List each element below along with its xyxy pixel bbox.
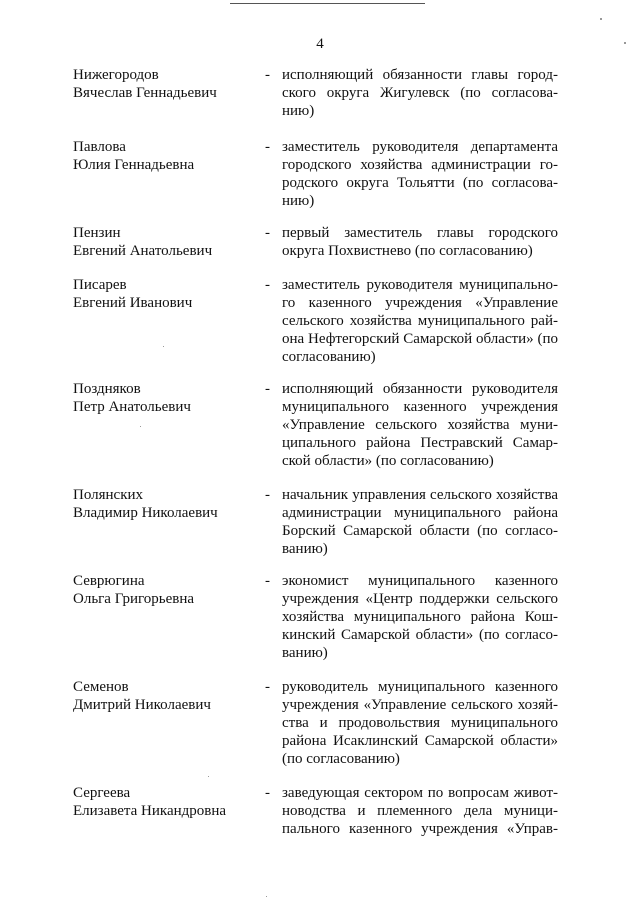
member-role [282, 678, 558, 768]
role-line: ванию) [282, 645, 328, 662]
role-line: заведующая сектором по вопросам живот- [282, 785, 558, 801]
member-name [73, 224, 253, 260]
role-line: «Управление сельского хозяйства муни- [282, 417, 558, 434]
role-line: родского округа Тольятти (по согласова- [282, 175, 558, 192]
page-number: 4 [316, 36, 324, 52]
list-dash: - [265, 277, 270, 293]
scan-speck [266, 896, 267, 897]
role-line: учреждения «Управление сельского хозяй- [282, 697, 558, 714]
role-line: ской области» (по согласованию) [282, 453, 494, 470]
role-line: ства и продовольствия муниципального [282, 715, 558, 732]
role-line: хозяйства муниципального района Кош- [282, 609, 558, 626]
member-role [282, 784, 558, 838]
member-role [282, 224, 558, 260]
member-name [73, 678, 253, 714]
member-given-names: Евгений Анатольевич [73, 243, 213, 259]
role-line: администрации муниципального района [282, 505, 558, 522]
member-surname: Севрюгина [73, 573, 145, 589]
role-line: согласованию) [282, 349, 376, 366]
role-line: района Исаклинский Самарской области» [282, 733, 558, 750]
member-role [282, 380, 558, 470]
member-name [73, 276, 253, 312]
member-role [282, 138, 558, 210]
member-given-names: Петр Анатольевич [73, 399, 191, 415]
member-surname: Поздняков [73, 381, 141, 397]
list-dash: - [265, 487, 270, 503]
member-surname: Полянских [73, 487, 144, 503]
scan-speck [208, 776, 209, 777]
member-given-names: Ольга Григорьевна [73, 591, 195, 607]
member-role [282, 486, 558, 558]
member-given-names: Юлия Геннадьевна [73, 157, 195, 173]
role-line: го казенного учреждения «Управление [282, 295, 558, 312]
member-name [73, 380, 253, 416]
role-line: новодства и племенного дела муници- [282, 803, 558, 820]
member-role [282, 572, 558, 662]
list-dash: - [265, 381, 270, 397]
role-line: пального казенного учреждения «Управ- [282, 821, 558, 838]
member-name [73, 572, 253, 608]
role-line: Борский Самарской области (по согласо- [282, 523, 558, 540]
member-surname: Сергеева [73, 785, 131, 801]
list-dash: - [265, 679, 270, 695]
list-dash: - [265, 139, 270, 155]
role-line: ванию) [282, 541, 328, 558]
role-line: ципального района Пестравский Самар- [282, 435, 558, 452]
role-line: кинский Самарской области» (по согласо- [282, 627, 558, 644]
list-dash: - [265, 225, 270, 241]
member-role [282, 276, 558, 366]
role-line: экономист муниципального казенного [282, 573, 558, 589]
member-given-names: Владимир Николаевич [73, 505, 218, 521]
member-surname: Нижегородов [73, 67, 159, 83]
role-line: округа Похвистнево (по согласованию) [282, 243, 533, 260]
role-line: (по согласованию) [282, 751, 400, 768]
list-dash: - [265, 67, 270, 83]
role-line: она Нефтегорский Самарской области» (по [282, 331, 558, 348]
member-name [73, 486, 253, 522]
top-scan-line [230, 3, 425, 4]
member-name [73, 66, 253, 102]
scan-speck [163, 346, 164, 347]
role-line: ского округа Жигулевск (по согласова- [282, 85, 558, 102]
role-line: заместитель руководителя департамента [282, 139, 558, 155]
role-line: руководитель муниципального казенного [282, 679, 558, 695]
member-given-names: Вячеслав Геннадьевич [73, 85, 217, 101]
member-surname: Павлова [73, 139, 126, 155]
scan-speck [140, 426, 141, 427]
member-surname: Семенов [73, 679, 129, 695]
member-given-names: Елизавета Никандровна [73, 803, 227, 819]
role-line: нию) [282, 193, 315, 210]
scan-speck [624, 42, 626, 44]
role-line: городского хозяйства администрации го- [282, 157, 558, 174]
scan-speck [600, 18, 602, 20]
member-name [73, 784, 253, 820]
member-given-names: Евгений Иванович [73, 295, 193, 311]
member-name [73, 138, 253, 174]
role-line: муниципального казенного учреждения [282, 399, 558, 416]
role-line: учреждения «Центр поддержки сельского [282, 591, 558, 608]
role-line: исполняющий обязанности главы город- [282, 67, 558, 83]
member-surname: Пензин [73, 225, 121, 241]
member-role [282, 66, 558, 120]
role-line: сельского хозяйства муниципального рай- [282, 313, 558, 330]
list-dash: - [265, 785, 270, 801]
role-line: исполняющий обязанности руководителя [282, 381, 558, 397]
member-given-names: Дмитрий Николаевич [73, 697, 211, 713]
member-surname: Писарев [73, 277, 127, 293]
list-dash: - [265, 573, 270, 589]
role-line: нию) [282, 103, 315, 120]
role-line: первый заместитель главы городского [282, 225, 558, 241]
role-line: начальник управления сельского хозяйства [282, 487, 558, 503]
role-line: заместитель руководителя муниципально- [282, 277, 558, 293]
